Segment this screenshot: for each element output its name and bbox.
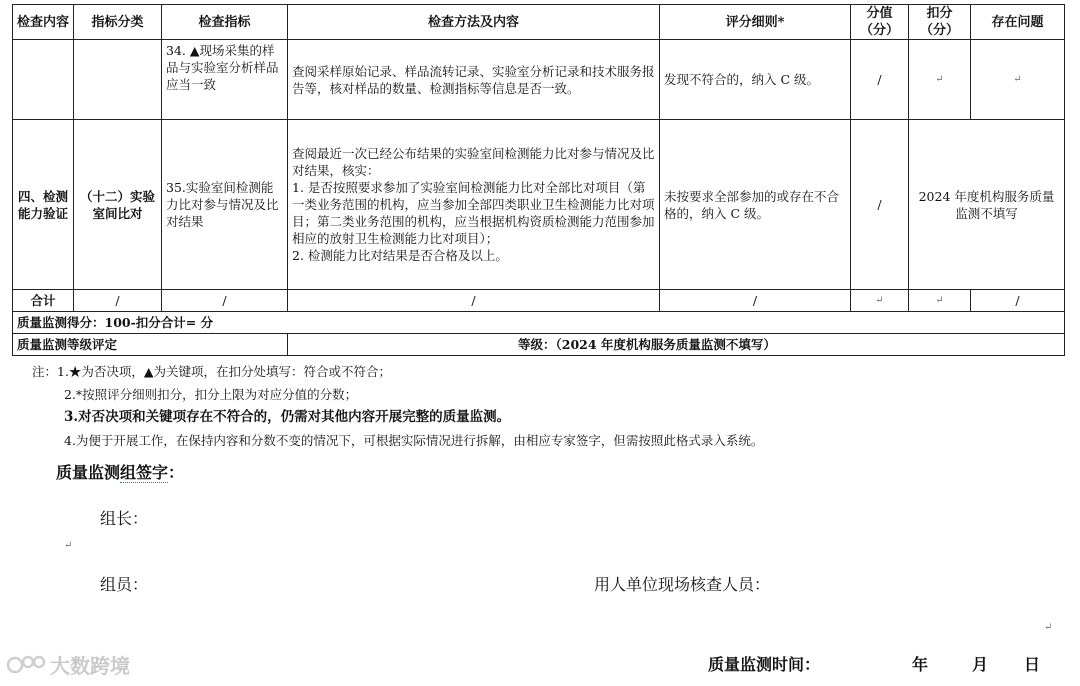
watermark-text: 大数跨境 [50, 654, 130, 678]
grade-label: 质量监测等级评定 [13, 334, 288, 356]
header-category: 指标分类 [74, 5, 162, 40]
total-cell: / [74, 290, 162, 312]
note-35: 2024 年度机构服务质量监测不填写 [909, 120, 1065, 290]
month-label: 月 [972, 655, 989, 674]
indicator-35: 35.实验室间检测能力比对参与情况及比对结果 [162, 120, 288, 290]
watermark-logo-icon [6, 652, 46, 678]
header-scoring: 评分细则* [660, 5, 851, 40]
signature-title [56, 460, 184, 483]
total-cell: / [971, 290, 1065, 312]
score-35: / [851, 120, 909, 290]
content-35: 四、检测能力验证 [13, 120, 74, 290]
table-row [13, 120, 1065, 290]
member-label: 组员： [100, 575, 149, 594]
note-1: 注：1.★为否决项，▲为关键项，在扣分处填写：符合或不符合； [32, 364, 392, 379]
total-row [13, 290, 1065, 312]
header-issues: 存在问题 [971, 5, 1065, 40]
scoring-35: 未按要求全部参加的或存在不合格的，纳入 C 级。 [660, 120, 851, 290]
total-mark: ↵ [909, 290, 971, 312]
signature-title-colon: ： [168, 463, 185, 482]
issues-34: ↵ [971, 40, 1065, 120]
table-row [13, 40, 1065, 120]
total-mark: ↵ [851, 290, 909, 312]
grade-value: 等级：（2024 年度机构服务质量监测不填写） [288, 334, 1065, 356]
score-34: / [851, 40, 909, 120]
total-label: 合计 [13, 290, 74, 312]
total-cell: / [288, 290, 660, 312]
total-cell: / [162, 290, 288, 312]
inspector-label: 用人单位现场核查人员： [594, 575, 771, 594]
note-3: 3.对否决项和关键项存在不符合的，仍需对其他内容开展完整的质量监测。 [64, 409, 511, 425]
header-method: 检查方法及内容 [288, 5, 660, 40]
scoring-34: 发现不符合的，纳入 C 级。 [660, 40, 851, 120]
paragraph-mark: ↵ [64, 540, 73, 551]
year-label: 年 [912, 655, 929, 674]
note-4: 4.为便于开展工作，在保持内容和分数不变的情况下，可根据实际情况进行拆解，由相应专家签字，但需按照此格式录入系统。 [64, 433, 764, 448]
score-row [13, 312, 1065, 334]
signature-title-underlined: 组签字 [120, 463, 169, 482]
category-35: （十二）实验室间比对 [74, 120, 162, 290]
quality-score: 质量监测得分：100-扣分合计= 分 [13, 312, 1065, 334]
indicator-34: 34. ▲现场采集的样品与实验室分析样品应当一致 [162, 40, 288, 120]
day-label: 日 [1024, 655, 1041, 674]
method-35: 查阅最近一次已经公布结果的实验室间检测能力比对参与情况及比对结果，核实： 1. 是否按照要求参加了实验室间检测能力比对全部比对项目（第一类业务范围的机构，应当参加全部四类职业卫生检测能力比对项目；第二类业务范围的机构，应当根据机构资质检测能力范围参加相应的放射卫生检测能力比对项目）； 2. 检测能力比对结果是否合格及以上。 [288, 120, 660, 290]
header-indicator: 检查指标 [162, 5, 288, 40]
deduction-34: ↵ [909, 40, 971, 120]
time-label: 质量监测时间： [708, 655, 821, 674]
leader-label: 组长： [100, 509, 149, 528]
header-content: 检查内容 [13, 5, 74, 40]
note-2: 2.*按照评分细则扣分，扣分上限为对应分值的分数； [64, 387, 358, 402]
notes [32, 360, 763, 452]
method-34: 查阅采样原始记录、样品流转记录、实验室分析记录和技术服务报告等，核对样品的数量、检测指标等信息是否一致。 [288, 40, 660, 120]
header-score: 分值（分） [851, 5, 909, 40]
cell-empty [74, 40, 162, 120]
watermark [6, 650, 130, 679]
header-deduction: 扣分（分） [909, 5, 971, 40]
signature-title-part: 质量监测 [56, 463, 121, 482]
paragraph-mark: ↵ [1044, 622, 1053, 633]
cell-empty [13, 40, 74, 120]
total-cell: / [660, 290, 851, 312]
quality-check-table [12, 4, 1065, 356]
grade-row [13, 334, 1065, 356]
header-row [13, 5, 1065, 40]
